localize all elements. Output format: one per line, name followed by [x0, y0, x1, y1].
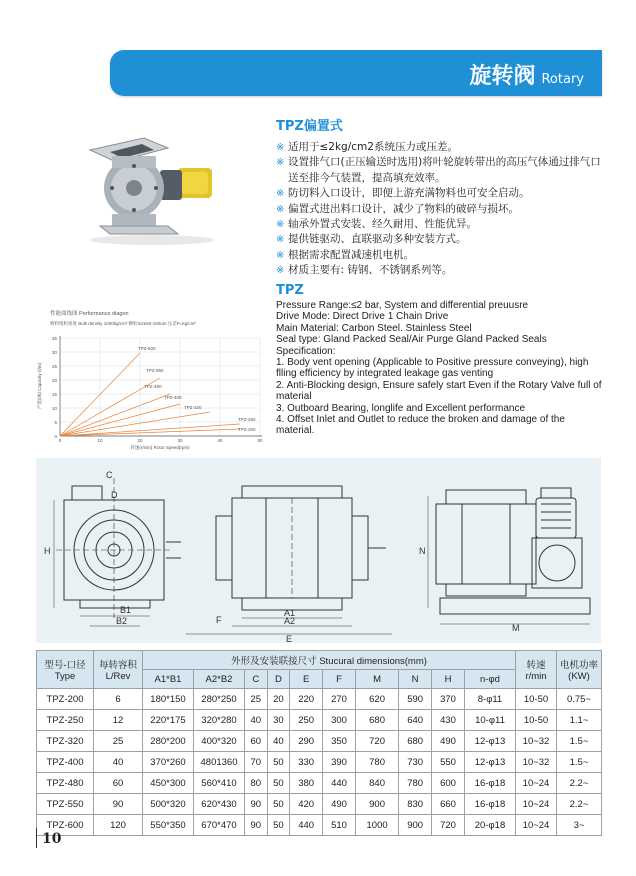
sub-header: H — [432, 670, 465, 689]
table-cell: 10~24 — [516, 794, 557, 815]
table-cell: 600 — [432, 773, 465, 794]
table-cell: 20 — [267, 689, 290, 710]
col-header-rev: 每转容积 L/Rev — [94, 651, 143, 689]
list-item: ※ 偏置式进出料口设计，减少了物料的破碎与损坏。 — [276, 202, 606, 217]
y-tick: 30 — [51, 350, 57, 355]
table-cell: TPZ-600 — [37, 815, 94, 836]
series-label: TPZ-320 — [184, 405, 202, 410]
table-cell: 12-φ13 — [465, 752, 516, 773]
table-cell: 490 — [323, 794, 356, 815]
dim-label: B1 — [120, 605, 132, 615]
series-label: TPZ-250 — [238, 417, 256, 422]
table-cell: 370 — [432, 689, 465, 710]
series-label: TPZ-200 — [238, 427, 256, 432]
y-tick: 20 — [51, 378, 57, 383]
table-cell: 8-φ11 — [465, 689, 516, 710]
table-cell: 80 — [245, 773, 268, 794]
table-row — [37, 752, 602, 773]
list-item: ※ 适用于≤2kg/cm2系统压力或压差。 — [276, 140, 606, 155]
reference-mark-icon: ※ — [276, 219, 285, 231]
table-cell: 400*320 — [194, 731, 245, 752]
table-cell: 280*250 — [194, 689, 245, 710]
table-cell: 560*410 — [194, 773, 245, 794]
table-cell: 440 — [323, 773, 356, 794]
table-row — [37, 773, 602, 794]
perf-x-label: 转速(r/min) Rotor Speed(rpm) — [130, 445, 190, 450]
dim-label: N — [419, 546, 426, 556]
cn-feature-list — [276, 140, 606, 279]
dim-label: H — [44, 546, 51, 556]
table-cell: 0.75~ — [557, 689, 602, 710]
spec-line: 4. Offset Inlet and Outlet to reduce the broken and damage of the material. — [276, 414, 565, 437]
list-item: ※ 防切料入口设计，即便上游充满物料也可安全启动。 — [276, 186, 606, 201]
table-cell: 10~32 — [516, 752, 557, 773]
table-cell: 830 — [399, 794, 432, 815]
list-item: ※ 材质主要有: 铸钢、不锈钢系列等。 — [276, 263, 606, 278]
x-tick: 10 — [97, 438, 103, 443]
table-cell: 1.1~ — [557, 710, 602, 731]
reference-mark-icon: ※ — [276, 234, 285, 246]
col-header-model: 型号-口径 Type — [37, 651, 94, 689]
sub-header: D — [267, 670, 290, 689]
table-cell: 50 — [267, 773, 290, 794]
list-item: ※ 设置排气口(正压输送时选用)将叶轮旋转带出的高压气体通过排气口送至排今气装置，提高填充效率。 — [276, 156, 601, 184]
table-cell: 90 — [245, 815, 268, 836]
table-cell: 220*175 — [143, 710, 194, 731]
table-cell: 90 — [94, 794, 143, 815]
table-cell: 330 — [290, 752, 323, 773]
table-cell: 10~32 — [516, 731, 557, 752]
table-cell: 300 — [323, 710, 356, 731]
table-cell: 390 — [323, 752, 356, 773]
table-cell: 1000 — [355, 815, 398, 836]
table-cell: 840 — [355, 773, 398, 794]
dim-label: M — [512, 623, 520, 633]
table-cell: 1.5~ — [557, 731, 602, 752]
perf-chart-subtitle: 物料堆积密度 Bulk density 1000kg/cm³ 颗粒Size50-150um 压差P=kg/cm² — [50, 321, 196, 326]
dim-label: E — [286, 634, 293, 643]
table-cell: 900 — [355, 794, 398, 815]
table-cell: 250 — [290, 710, 323, 731]
table-cell: 900 — [399, 815, 432, 836]
y-tick: 35 — [51, 336, 57, 341]
table-row — [37, 815, 602, 836]
page-number: 10 — [42, 831, 62, 847]
spec-line: Main Material: Carbon Steel. Stainless Steel — [276, 322, 472, 334]
table-cell: 12 — [94, 710, 143, 731]
spec-line: 2. Anti-Blocking design, Ensure safely start Even if the Rotary Valve full of material — [276, 379, 602, 403]
table-cell: 180*150 — [143, 689, 194, 710]
table-cell: 680 — [399, 731, 432, 752]
spec-line: Seal type: Gland Packed Seal/Air Purge Gland Packed Seals — [276, 334, 547, 346]
dim-label: A1 — [284, 608, 296, 618]
table-cell: 550*350 — [143, 815, 194, 836]
table-cell: 440 — [290, 815, 323, 836]
dim-label: A2 — [284, 616, 296, 626]
y-tick: 10 — [51, 406, 57, 411]
series-line — [60, 412, 210, 436]
table-cell: 120 — [94, 815, 143, 836]
table-cell: 380 — [290, 773, 323, 794]
table-cell: TPZ-480 — [37, 773, 94, 794]
table-cell: 40 — [245, 710, 268, 731]
table-cell: 10-φ11 — [465, 710, 516, 731]
series-label: TPZ-480 — [144, 384, 162, 389]
table-cell: 720 — [355, 731, 398, 752]
table-cell: TPZ-250 — [37, 710, 94, 731]
table-cell: 270 — [323, 689, 356, 710]
table-cell: 720 — [432, 815, 465, 836]
table-cell: 50 — [267, 752, 290, 773]
table-cell: 490 — [432, 731, 465, 752]
table-cell: 640 — [399, 710, 432, 731]
table-cell: 90 — [245, 794, 268, 815]
title-cn: 旋转阀 — [469, 64, 536, 89]
cn-section-title: TPZ偏置式 — [276, 119, 343, 134]
table-cell: 320*280 — [194, 710, 245, 731]
y-tick: 25 — [51, 364, 57, 369]
sub-header: M — [355, 670, 398, 689]
table-cell: 2.2~ — [557, 794, 602, 815]
table-cell: 370*260 — [143, 752, 194, 773]
dim-label: B2 — [116, 616, 128, 626]
table-cell: 730 — [399, 752, 432, 773]
table-cell: 50 — [267, 794, 290, 815]
spec-line: Pressure Range:≤2 bar, System and differential preuusre — [276, 300, 529, 311]
sub-header: A1*B1 — [143, 670, 194, 689]
table-cell: 420 — [290, 794, 323, 815]
table-cell: 60 — [94, 773, 143, 794]
table-cell: TPZ-200 — [37, 689, 94, 710]
table-cell: 10~24 — [516, 773, 557, 794]
table-cell: 670*470 — [194, 815, 245, 836]
x-tick: 0 — [58, 438, 62, 443]
table-cell: 6 — [94, 689, 143, 710]
table-cell: 280*200 — [143, 731, 194, 752]
table-cell: 350 — [323, 731, 356, 752]
table-cell: 430 — [432, 710, 465, 731]
perf-chart-title: 性能曲线图 Performance diagon — [50, 311, 129, 317]
series-label: TPZ-550 — [146, 368, 164, 373]
table-cell: TPZ-400 — [37, 752, 94, 773]
y-tick: 15 — [51, 392, 57, 397]
dim-label: C — [106, 470, 113, 480]
reference-mark-icon: ※ — [276, 142, 285, 153]
table-row — [37, 731, 602, 752]
col-header-power: 电机功率 (KW) — [557, 651, 602, 689]
list-item: ※ 轴承外置式安装、经久耐用、性能优异。 — [276, 217, 606, 232]
table-cell: 20-φ18 — [465, 815, 516, 836]
table-cell: 30 — [267, 710, 290, 731]
spec-table — [36, 650, 602, 836]
y-tick: 5 — [54, 420, 57, 425]
technical-drawings — [36, 458, 601, 643]
table-cell: 1.5~ — [557, 752, 602, 773]
table-cell: 40 — [267, 731, 290, 752]
table-row — [37, 794, 602, 815]
spec-table-body — [37, 689, 602, 836]
x-tick: 30 — [177, 438, 183, 443]
table-cell: 10~24 — [516, 815, 557, 836]
table-cell: 60 — [245, 731, 268, 752]
table-cell: 510 — [323, 815, 356, 836]
spec-line: 3. Outboard Bearing, longlife and Excellent performance — [276, 402, 526, 414]
sub-header: N — [399, 670, 432, 689]
header-banner — [110, 50, 602, 96]
spec-line: Drive Mode: Direct Drive 1 Chain Drive — [276, 311, 449, 323]
table-cell: 590 — [399, 689, 432, 710]
table-cell: 290 — [290, 731, 323, 752]
dim-label: D — [111, 490, 118, 500]
perf-curves — [60, 353, 240, 436]
reference-mark-icon: ※ — [276, 157, 285, 169]
table-cell: 620*430 — [194, 794, 245, 815]
table-cell: 550 — [432, 752, 465, 773]
series-label: TPZ-400 — [164, 395, 182, 400]
table-cell: 450*300 — [143, 773, 194, 794]
page-title — [469, 59, 584, 90]
table-cell: 16-φ18 — [465, 773, 516, 794]
table-cell: 2.2~ — [557, 773, 602, 794]
spec-line: Specification: — [276, 345, 336, 357]
table-cell: 500*320 — [143, 794, 194, 815]
table-cell: 660 — [432, 794, 465, 815]
sub-header: C — [245, 670, 268, 689]
x-tick: 20 — [137, 438, 143, 443]
table-cell: TPZ-550 — [37, 794, 94, 815]
perf-y-label: 产能(t/h) Capacity (t/m) — [37, 362, 42, 410]
list-item: ※ 提供链驱动、直联驱动多种安装方式。 — [276, 232, 606, 247]
sub-header: n-φd — [465, 670, 516, 689]
table-cell: 10-50 — [516, 689, 557, 710]
rotary-valve-photo — [82, 126, 222, 246]
table-cell: 780 — [399, 773, 432, 794]
sub-header: E — [290, 670, 323, 689]
table-cell: 3~ — [557, 815, 602, 836]
table-cell: 25 — [94, 731, 143, 752]
table-cell: 220 — [290, 689, 323, 710]
col-header-dimensions: 外形及安装联接尺寸 Stucural dimensions(mm) — [143, 651, 516, 670]
series-label: TPZ-600 — [138, 346, 156, 351]
table-cell: 10-50 — [516, 710, 557, 731]
page-number-rule — [36, 828, 37, 848]
spec-line: 1. Body vent opening (Applicable to Positive pressure conveying), high flling efficiency by integrated leakage gas venting — [276, 357, 589, 380]
en-spec-text — [276, 300, 606, 437]
en-section-title: TPZ — [276, 283, 304, 298]
table-cell: 780 — [355, 752, 398, 773]
reference-mark-icon: ※ — [276, 249, 285, 261]
x-tick: 50 — [257, 438, 263, 443]
performance-chart — [34, 308, 272, 450]
reference-mark-icon: ※ — [276, 203, 285, 215]
col-header-speed: 转速 r/min — [516, 651, 557, 689]
reference-mark-icon: ※ — [276, 188, 285, 200]
table-row — [37, 710, 602, 731]
dim-label: F — [216, 615, 222, 625]
title-en: Rotary — [541, 72, 584, 87]
table-row — [37, 689, 602, 710]
table-cell: 50 — [267, 815, 290, 836]
sub-header: F — [323, 670, 356, 689]
table-cell: 40 — [94, 752, 143, 773]
table-cell: 4801360 — [194, 752, 245, 773]
table-cell: 16-φ18 — [465, 794, 516, 815]
list-item: ※ 根据需求配置减速机电机。 — [276, 248, 606, 263]
x-tick: 40 — [217, 438, 223, 443]
table-cell: 25 — [245, 689, 268, 710]
table-cell: 70 — [245, 752, 268, 773]
table-cell: TPZ-320 — [37, 731, 94, 752]
table-cell: 680 — [355, 710, 398, 731]
sub-header: A2*B2 — [194, 670, 245, 689]
y-tick: 0 — [54, 434, 57, 439]
table-cell: 12-φ13 — [465, 731, 516, 752]
table-cell: 620 — [355, 689, 398, 710]
reference-mark-icon: ※ — [276, 265, 285, 277]
